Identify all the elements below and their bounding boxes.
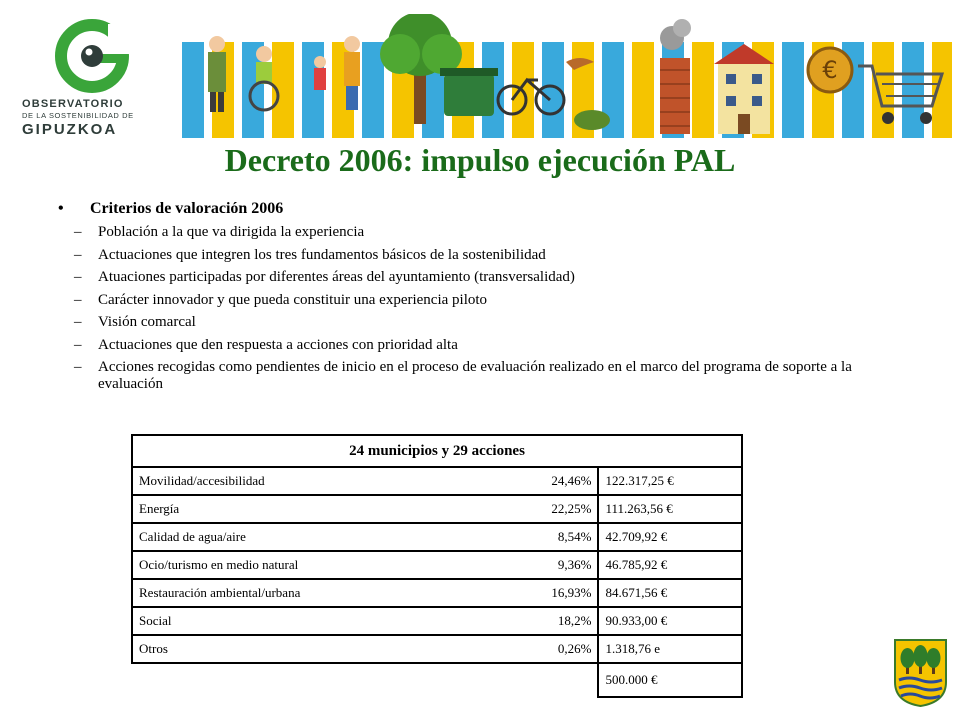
amount-cell: 111.263,56 € [598, 495, 742, 523]
list-item [58, 224, 918, 241]
list-item [58, 337, 918, 354]
observatorio-logo [22, 18, 172, 143]
category-cell: Ocio/turismo en medio natural [132, 551, 439, 579]
list-item-text: Actuaciones que integren los tres fundamentos básicos de la sostenibilidad [98, 246, 546, 263]
page-title: Decreto 2006: impulso ejecución PAL [224, 142, 736, 178]
total-spacer [132, 663, 598, 697]
amount-cell: 42.709,92 € [598, 523, 742, 551]
category-cell: Restauración ambiental/urbana [132, 579, 439, 607]
table-header: 24 municipios y 29 acciones [132, 435, 742, 467]
sustainability-banner-illustration [182, 14, 952, 140]
svg-text:€: € [822, 56, 838, 84]
list-item-text: Carácter innovador y que pueda constituir una experiencia piloto [98, 291, 488, 308]
table-row [132, 523, 742, 551]
dash-icon: – [74, 246, 82, 263]
amount-cell: 1.318,76 e [598, 635, 742, 663]
table-row [132, 467, 742, 495]
category-cell: Energía [132, 495, 439, 523]
table-row [132, 495, 742, 523]
list-item [58, 314, 918, 331]
amount-cell: 122.317,25 € [598, 467, 742, 495]
shopping-cart-icon [858, 66, 942, 124]
percent-cell: 9,36% [439, 551, 598, 579]
list-item [58, 247, 918, 264]
frog-icon [574, 110, 610, 130]
dash-icon: – [74, 359, 82, 375]
dash-icon: – [74, 269, 82, 285]
criteria-list [58, 224, 918, 393]
list-item-text: Población a la que va dirigida la experiencia [98, 224, 365, 240]
factory-chimney-icon [660, 19, 691, 134]
table-header-row [132, 435, 742, 467]
dash-icon: – [74, 291, 82, 308]
percent-cell: 22,25% [439, 495, 598, 523]
euro-coin-icon [808, 48, 852, 92]
percent-cell: 24,46% [439, 467, 598, 495]
list-item-text: Actuaciones que den respuesta a acciones con prioridad alta [98, 336, 458, 353]
criteria-section [58, 200, 918, 399]
gipuzkoa-coat-of-arms-icon [893, 638, 948, 708]
list-item-text: Atuaciones participadas por diferentes áreas del ayuntamiento (transversalidad) [98, 269, 575, 285]
table-row [132, 579, 742, 607]
category-cell: Social [132, 607, 439, 635]
dash-icon: – [74, 224, 82, 240]
list-item-text: Acciones recogidas como pendientes de inicio en el proceso de evaluación realizado en el marco del programa de soporte a la evaluación [98, 359, 852, 392]
budget-table [131, 434, 743, 698]
logo-line-observatorio: OBSERVATORIO [22, 98, 124, 110]
list-item [58, 359, 918, 393]
table-row [132, 607, 742, 635]
criteria-heading-text: Criterios de valoración 2006 [90, 200, 284, 217]
percent-cell: 8,54% [439, 523, 598, 551]
total-amount-cell: 500.000 € [598, 663, 742, 697]
list-item [58, 269, 918, 286]
category-cell: Otros [132, 635, 439, 663]
table-row [132, 551, 742, 579]
dash-icon: – [74, 336, 82, 353]
category-cell: Calidad de agua/aire [132, 523, 439, 551]
observatorio-logo-icon [54, 18, 134, 96]
category-cell: Movilidad/accesibilidad [132, 467, 439, 495]
amount-cell: 84.671,56 € [598, 579, 742, 607]
total-row [132, 663, 742, 697]
table-row [132, 635, 742, 663]
amount-cell: 90.933,00 € [598, 607, 742, 635]
criteria-heading [58, 200, 918, 218]
amount-cell: 46.785,92 € [598, 551, 742, 579]
list-item [58, 292, 918, 309]
bullet-dot-icon: • [58, 200, 64, 217]
percent-cell: 18,2% [439, 607, 598, 635]
percent-cell: 16,93% [439, 579, 598, 607]
dash-icon: – [74, 314, 82, 330]
list-item-text: Visión comarcal [98, 314, 196, 330]
percent-cell: 0,26% [439, 635, 598, 663]
logo-line-sostenibilidad: DE LA SOSTENIBILIDAD DE [22, 111, 134, 120]
logo-line-gipuzkoa: GIPUZKOA [22, 121, 118, 138]
recycling-bin-icon [440, 68, 498, 116]
